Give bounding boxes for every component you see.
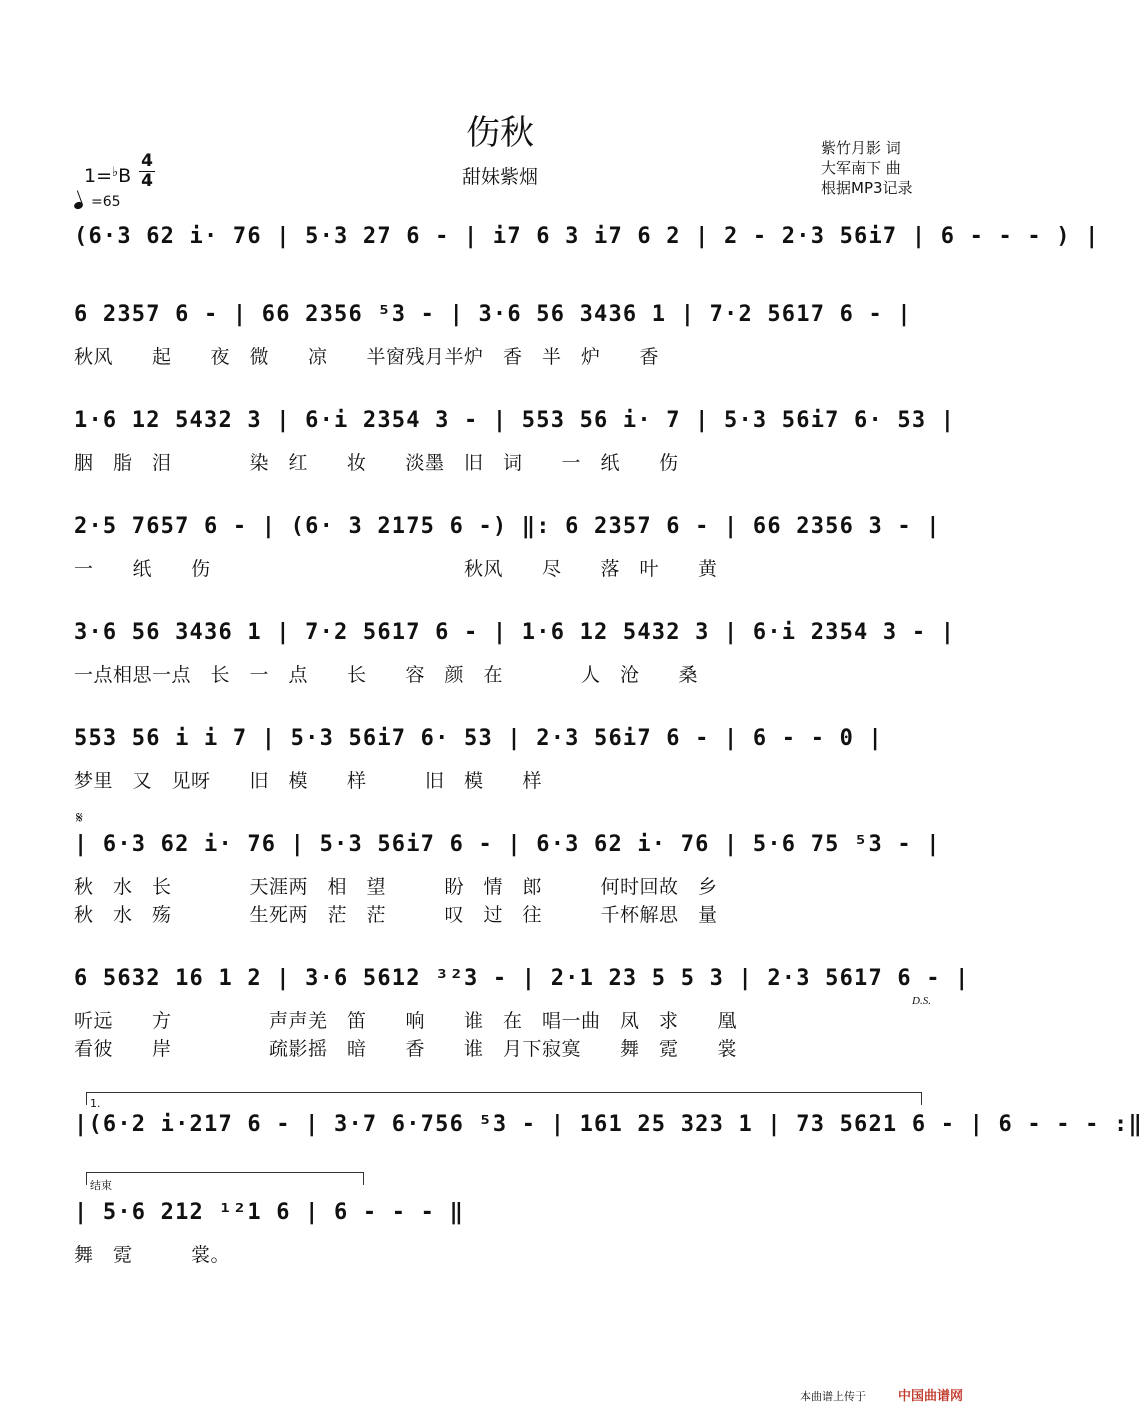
tempo-value: =65	[91, 194, 121, 210]
volta-1-label: 1.	[90, 1097, 101, 1110]
site-logo[interactable]: 中国曲谱网	[898, 1389, 964, 1404]
lyric-line-6: 梦里 又 见呀 旧 模 样 旧 模 样	[74, 770, 543, 792]
song-title: 伤秋	[466, 113, 534, 153]
ending-label: 结束	[90, 1179, 112, 1192]
meter-bottom: 4	[141, 171, 153, 191]
ending-bracket	[86, 1172, 364, 1192]
lyric-line-8-verse-2: 看彼 岸 疏影摇 暗 香 谁 月下寂寞 舞 霓 裳	[74, 1038, 738, 1060]
footer-upload-text: 本曲谱上传于	[800, 1390, 866, 1403]
score-line-4: 2·5 7657 6 - | (6· 3 2175 6 -) ‖: 6 2357 6 - | 66 2356 3 - |	[74, 514, 941, 539]
key-note: B	[118, 165, 132, 187]
key-prefix: 1=	[84, 165, 113, 187]
composer-credit: 大军南下 曲	[821, 159, 901, 177]
volta-1-bracket	[86, 1092, 922, 1110]
score-line-7: | 6·3 62 i· 76 | 5·3 56i7 6 - | 6·3 62 i· 76 | 5·6 75 ⁵3 - |	[74, 832, 941, 857]
lyric-line-8-verse-1: 听远 方 声声羌 笛 响 谁 在 唱一曲 凤 求 凰	[74, 1010, 738, 1032]
segno-icon: 𝄋	[76, 808, 83, 827]
score-line-5: 3·6 56 3436 1 | 7·2 5617 6 - | 1·6 12 5432 3 | 6·i 2354 3 - |	[74, 620, 956, 645]
singer-name: 甜妹紫烟	[461, 166, 538, 188]
time-signature	[138, 152, 156, 191]
lyric-line-7-verse-1: 秋 水 长 天涯两 相 望 盼 情 郎 何时回故 乡	[74, 876, 718, 898]
lyric-line-2: 秋风 起 夜 微 凉 半窗残月半炉 香 半 炉 香	[74, 346, 660, 368]
flat-icon: ♭	[112, 165, 119, 180]
score-line-8: 6 5632 16 1 2 | 3·6 5612 ³²3 - | 2·1 23 5 5 3 | 2·3 5617 6 - |	[74, 966, 970, 991]
lyric-line-3: 胭 脂 泪 染 红 妆 淡墨 旧 词 一 纸 伤	[74, 452, 679, 474]
meter-top: 4	[141, 151, 153, 171]
score-line-3: 1·6 12 5432 3 | 6·i 2354 3 - | 553 56 i· 7 | 5·3 56i7 6· 53 |	[74, 408, 956, 433]
score-line-6: 553 56 i i 7 | 5·3 56i7 6· 53 | 2·3 56i7 6 - | 6 - - 0 |	[74, 726, 883, 751]
score-line-2: 6 2357 6 - | 66 2356 ⁵3 - | 3·6 56 3436 1 | 7·2 5617 6 - |	[74, 302, 912, 327]
score-line-10: | 5·6 212 ¹²1 6 | 6 - - - ‖	[74, 1200, 465, 1225]
lyric-line-5: 一点相思一点 长 一 点 长 容 颜 在 人 沧 桑	[74, 664, 699, 686]
credits	[821, 138, 913, 198]
lyric-line-7-verse-2: 秋 水 殇 生死两 茫 茫 叹 过 往 千杯解思 量	[74, 904, 718, 926]
score-line-9: |(6·2 i·217 6 - | 3·7 6·756 ⁵3 - | 161 25 323 1 | 73 5621 6 - | 6 - - - :‖	[74, 1112, 1143, 1137]
score-line-1: (6·3 62 i· 76 | 5·3 27 6 - | i7 6 3 i7 6 2 | 2 - 2·3 56i7 | 6 - - - ) |	[74, 224, 1100, 249]
dal-segno-mark: D.S.	[912, 995, 931, 1007]
lyric-line-10: 舞 霓 裳。	[74, 1244, 231, 1266]
lyricist-credit: 紫竹月影 词	[821, 139, 901, 157]
source-credit: 根据MP3记录	[821, 179, 913, 197]
lyric-line-4: 一 纸 伤 秋风 尽 落 叶 黄	[74, 558, 718, 580]
quarter-note-icon	[73, 201, 84, 211]
key-signature	[84, 165, 131, 187]
tempo-marking	[74, 194, 121, 210]
